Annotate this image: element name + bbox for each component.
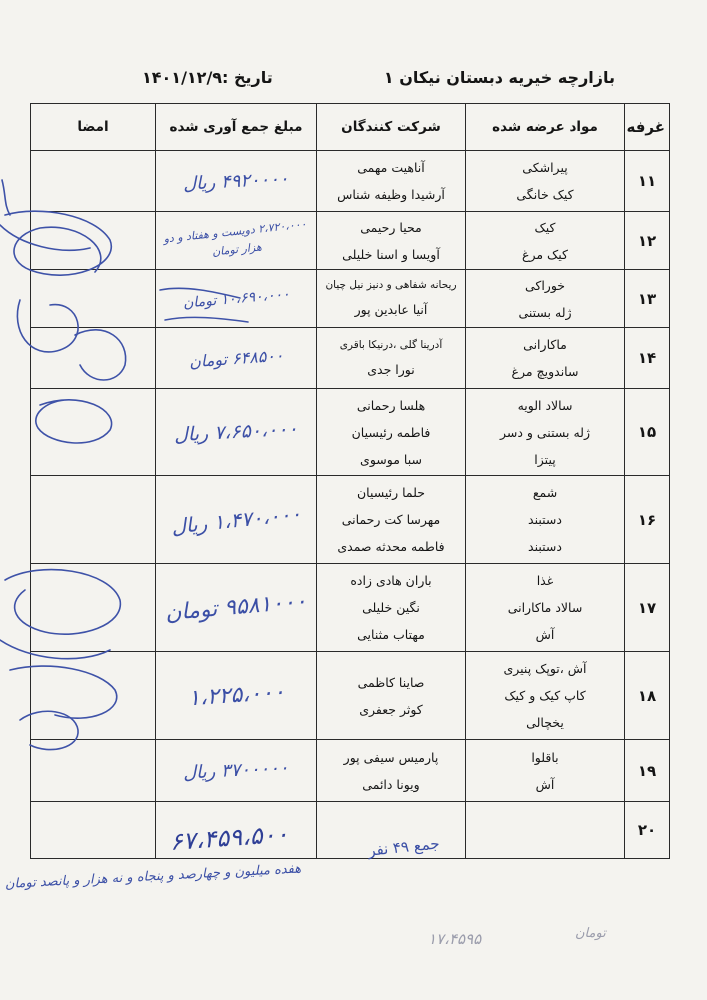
booth-table bbox=[30, 103, 670, 859]
table-row bbox=[31, 476, 670, 564]
handwritten-amount: ۷،۶۵۰،۰۰۰ ریال bbox=[173, 417, 299, 447]
amount-cell bbox=[156, 652, 317, 740]
participant-name: محیا رحیمی bbox=[360, 219, 422, 235]
handwritten-grand-total: ۶۷،۴۵۹،۵۰۰ bbox=[169, 819, 290, 856]
item-text: پیراشکی bbox=[522, 160, 568, 175]
faint-note: تومان bbox=[575, 926, 606, 941]
table-row bbox=[31, 270, 670, 328]
item-text: آش ،توپک پنیری bbox=[503, 661, 587, 676]
table-row bbox=[31, 564, 670, 652]
signature-cell bbox=[31, 802, 156, 859]
item-text: ساندویچ مرغ bbox=[511, 364, 579, 379]
header-signature: امضا bbox=[31, 104, 156, 151]
participants-cell bbox=[317, 652, 466, 740]
participant-name: کوثر جعفری bbox=[359, 701, 423, 717]
signature-cell bbox=[31, 564, 156, 652]
document-title: بازارچه خیریه دبستان نیکان ۱ bbox=[383, 68, 615, 87]
table-row bbox=[31, 740, 670, 802]
participant-name: حلما رئیسیان bbox=[356, 485, 426, 500]
amount-cell bbox=[156, 151, 317, 212]
amount-cell bbox=[156, 476, 317, 564]
item-text: باقلوا bbox=[531, 749, 559, 765]
items-cell bbox=[466, 740, 625, 802]
items-cell bbox=[466, 476, 625, 564]
signature-cell bbox=[31, 389, 156, 476]
participant-name: پارمیس سیفی پور bbox=[343, 749, 439, 765]
item-text: دستبند bbox=[528, 512, 562, 527]
participants-cell bbox=[317, 740, 466, 802]
table-row bbox=[31, 389, 670, 476]
items-cell bbox=[466, 270, 625, 328]
item-text: شمع bbox=[532, 485, 558, 500]
handwritten-amount: ۱۰،۶۹۰،۰۰۰ تومان bbox=[182, 285, 290, 312]
items-cell bbox=[466, 564, 625, 652]
item-text: ماکارانی bbox=[523, 337, 567, 352]
booth-number: ۱۹ bbox=[625, 740, 670, 802]
item-text: سالاد ماکارانی bbox=[507, 600, 583, 615]
items-cell bbox=[466, 328, 625, 389]
participant-name: ریحانه شفاهی و دنیز نیل چیان bbox=[325, 279, 457, 291]
item-text: خوراکی bbox=[524, 277, 566, 293]
table-header-row bbox=[31, 104, 670, 151]
amount-cell bbox=[156, 564, 317, 652]
participant-name: فاطمه محدثه صمدی bbox=[337, 539, 445, 554]
participants-cell bbox=[317, 389, 466, 476]
item-text: ژله بستنی bbox=[518, 304, 572, 320]
table-row bbox=[31, 151, 670, 212]
amount-cell bbox=[156, 389, 317, 476]
items-cell bbox=[466, 652, 625, 740]
booth-number: ۱۳ bbox=[625, 270, 670, 328]
item-text: آش bbox=[535, 627, 555, 642]
booth-number: ۱۶ bbox=[625, 476, 670, 564]
participant-name: باران هادی زاده bbox=[350, 573, 432, 588]
amount-cell bbox=[156, 328, 317, 389]
table-row bbox=[31, 652, 670, 740]
booth-number: ۲۰ bbox=[625, 802, 670, 859]
item-text: ژله بستنی و دسر bbox=[499, 424, 591, 440]
handwritten-amount: ۶۴۸۵۰۰ تومان bbox=[188, 345, 284, 371]
signature-cell bbox=[31, 476, 156, 564]
booth-number: ۱۷ bbox=[625, 564, 670, 652]
participants-cell bbox=[317, 476, 466, 564]
participants-cell bbox=[317, 564, 466, 652]
item-text: یخچالی bbox=[526, 715, 564, 730]
item-text: کیک خانگی bbox=[516, 187, 574, 202]
header-items: مواد عرضه شده bbox=[466, 104, 625, 151]
booth-number: ۱۴ bbox=[625, 328, 670, 389]
item-text: دستبند bbox=[528, 539, 562, 554]
handwritten-amount: ۲،۷۲۰،۰۰۰ دویست و هفتاد و دو هزار تومان bbox=[162, 217, 308, 259]
booth-number: ۱۱ bbox=[625, 151, 670, 212]
participant-name: مهتاب مثنایی bbox=[357, 627, 425, 642]
participant-name: سبا موسوی bbox=[360, 451, 422, 467]
handwritten-participant-count: جمع ۴۹ نفر bbox=[367, 834, 441, 860]
participants-cell bbox=[317, 151, 466, 212]
items-cell bbox=[466, 212, 625, 270]
signature-cell bbox=[31, 740, 156, 802]
items-cell bbox=[466, 802, 625, 859]
amount-cell bbox=[156, 212, 317, 270]
item-text: کیک bbox=[534, 219, 556, 235]
amount-cell bbox=[156, 270, 317, 328]
participant-name: آدرینا گلی ،درنیکا باقری bbox=[339, 338, 443, 351]
header-booth: غرفه bbox=[625, 104, 670, 151]
item-text: سالاد الویه bbox=[517, 397, 573, 413]
participant-name: صاینا کاظمی bbox=[357, 674, 425, 690]
participant-name: مهرسا کت رحمانی bbox=[341, 512, 441, 527]
item-text: آش bbox=[535, 776, 555, 792]
participant-name: هلسا رحمانی bbox=[356, 397, 426, 413]
item-text: غذا bbox=[536, 573, 554, 588]
handwritten-amount: ۱،۲۲۵،۰۰۰ bbox=[186, 679, 286, 712]
handwritten-amount: ۹۵۸۱۰۰۰ تومان bbox=[164, 588, 308, 627]
booth-number: ۱۵ bbox=[625, 389, 670, 476]
signature-scribble bbox=[2, 180, 10, 215]
booth-number: ۱۸ bbox=[625, 652, 670, 740]
handwritten-amount-in-words: هفده میلیون و چهارصد و پنجاه و نه هزار و پانصد تومان bbox=[4, 861, 302, 892]
participant-name: آویسا و اسنا خلیلی bbox=[342, 246, 440, 262]
booth-number: ۱۲ bbox=[625, 212, 670, 270]
participant-name: آناهیت مهمی bbox=[357, 160, 425, 175]
table-row bbox=[31, 802, 670, 859]
header-participants: شرکت کنندگان bbox=[317, 104, 466, 151]
document-date: تاریخ :۱۴۰۱/۱۲/۹ bbox=[142, 68, 273, 87]
faint-total: ۱۷،۴۵۹۵ bbox=[428, 930, 482, 948]
participant-name: فاطمه رئیسیان bbox=[351, 424, 431, 440]
participant-name: آنیا عابدین پور bbox=[354, 302, 428, 317]
item-text: کیک مرغ bbox=[522, 246, 568, 262]
signature-cell bbox=[31, 212, 156, 270]
participants-cell bbox=[317, 212, 466, 270]
participant-name: نورا جدی bbox=[367, 361, 415, 377]
items-cell bbox=[466, 151, 625, 212]
items-cell bbox=[466, 389, 625, 476]
table-row bbox=[31, 212, 670, 270]
signature-cell bbox=[31, 652, 156, 740]
handwritten-amount: ۱،۴۷۰،۰۰۰ ریال bbox=[169, 500, 303, 539]
signature-cell bbox=[31, 270, 156, 328]
participants-cell bbox=[317, 270, 466, 328]
signature-cell bbox=[31, 328, 156, 389]
participants-cell bbox=[317, 328, 466, 389]
participant-name: نگین خلیلی bbox=[362, 600, 420, 615]
item-text: پیتزا bbox=[534, 451, 556, 467]
signature-cell bbox=[31, 151, 156, 212]
handwritten-amount: ۴۹۲۰۰۰۰ ریال bbox=[182, 167, 290, 195]
item-text: کاپ کیک و کیک bbox=[504, 688, 586, 703]
header-amount: مبلغ جمع آوری شده bbox=[156, 104, 317, 151]
handwritten-amount: ۳۷۰۰۰۰۰ ریال bbox=[182, 757, 290, 784]
table-row bbox=[31, 328, 670, 389]
participant-name: آرشیدا وظیفه شناس bbox=[337, 187, 445, 202]
amount-cell bbox=[156, 740, 317, 802]
participant-name: ویونا دائمی bbox=[362, 776, 420, 792]
